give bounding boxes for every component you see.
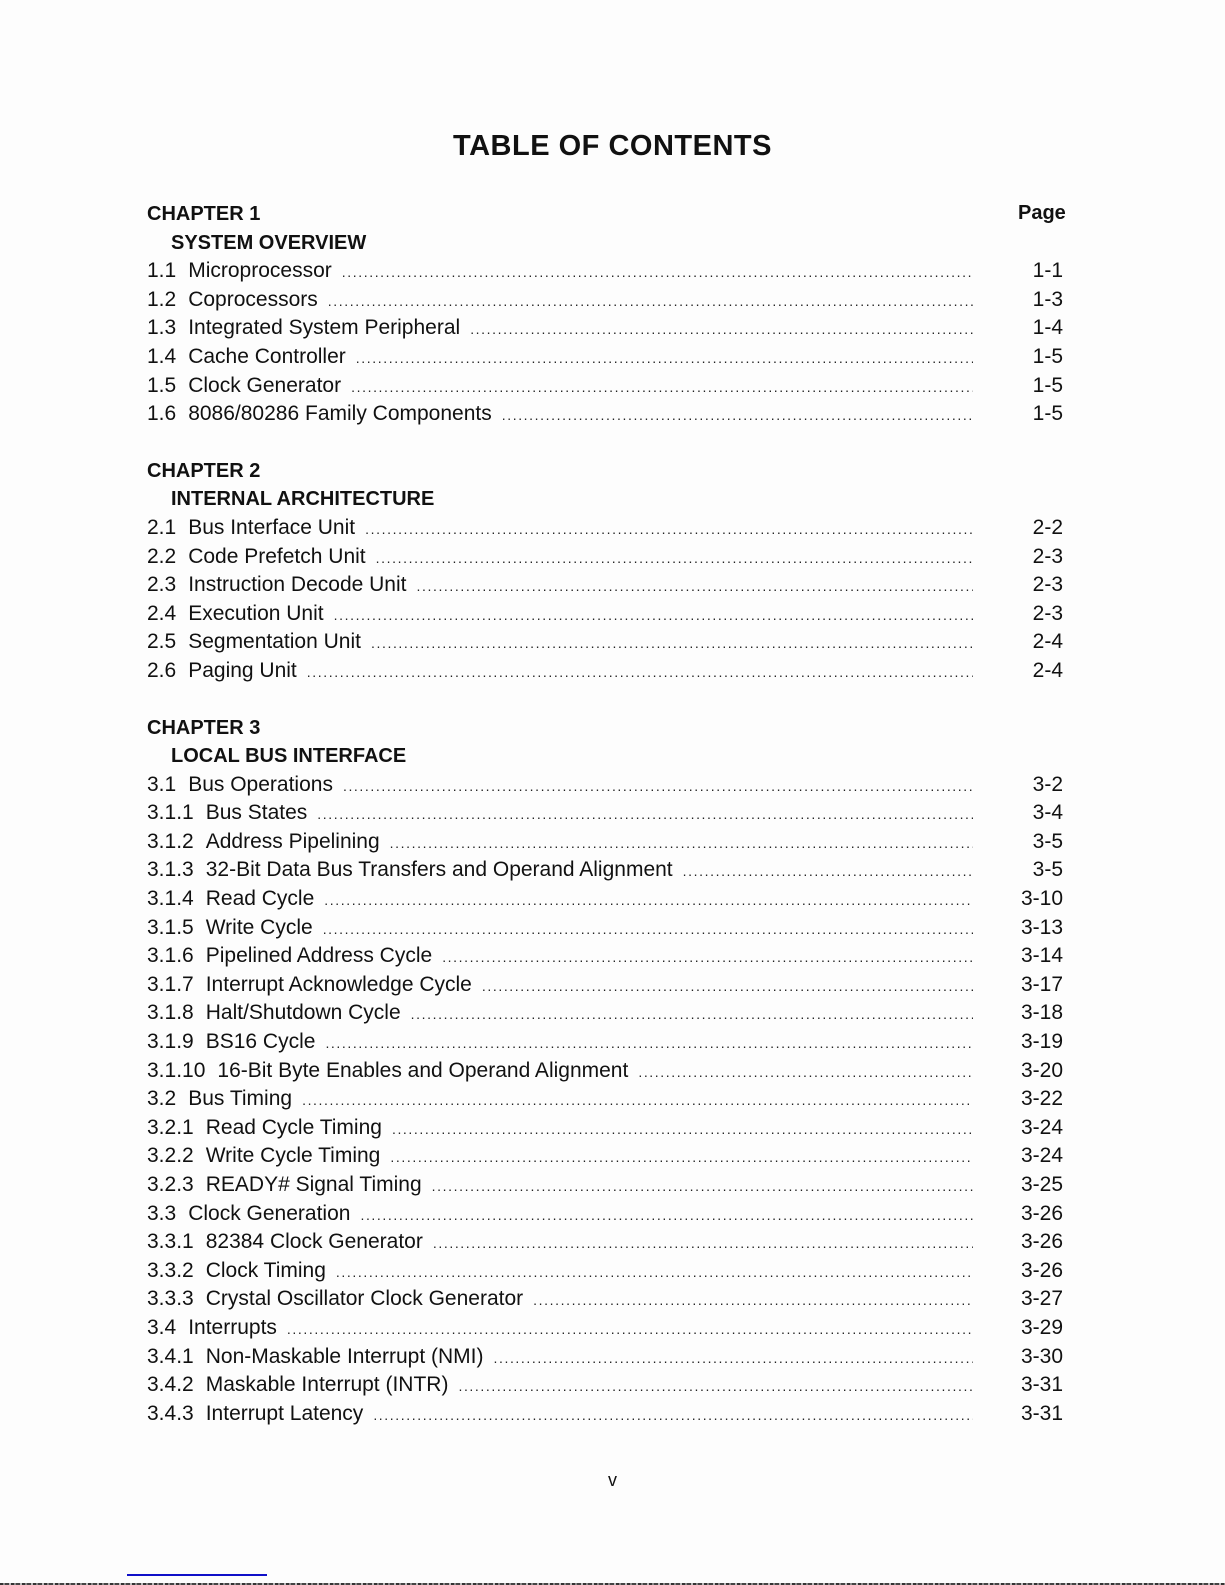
entry-number: 3.1.7 <box>147 972 194 996</box>
entry-title: 16-Bit Byte Enables and Operand Alignment <box>217 1058 629 1082</box>
toc-entry[interactable] <box>147 885 1063 914</box>
dot-leader <box>365 515 973 544</box>
chapter-title: LOCAL BUS INTERFACE <box>171 745 407 768</box>
entry-number: 3.3.3 <box>147 1287 194 1311</box>
entry-title: 82384 Clock Generator <box>205 1230 423 1254</box>
dot-leader <box>493 1344 973 1373</box>
entry-title: Segmentation Unit <box>188 630 361 654</box>
dot-leader <box>470 315 973 344</box>
chapter-label: CHAPTER 2 <box>147 459 261 482</box>
entry-page-number: 3-31 <box>1020 1373 1063 1397</box>
entry-number: 3.4 <box>147 1315 177 1339</box>
dot-leader <box>458 1372 973 1401</box>
entry-title: Bus Interface Unit <box>188 515 356 539</box>
entry-title: 8086/80286 Family Components <box>188 402 492 426</box>
entry-page-number: 2-4 <box>1032 630 1063 654</box>
toc-entry[interactable] <box>147 286 1063 315</box>
dot-leader <box>334 601 973 630</box>
entry-page-number: 3-30 <box>1020 1344 1063 1368</box>
entry-page-number: 1-5 <box>1032 373 1063 397</box>
entry-title: Bus Timing <box>188 1087 293 1111</box>
entry-title: Bus States <box>205 801 308 825</box>
entry-page-number: 1-3 <box>1032 287 1063 311</box>
toc-entry[interactable] <box>147 1085 1063 1114</box>
entry-number: 1.5 <box>147 373 177 397</box>
dot-leader <box>324 886 973 915</box>
toc-entry[interactable] <box>147 914 1063 943</box>
dot-leader <box>433 1229 973 1258</box>
toc-entry[interactable] <box>147 657 1063 686</box>
toc-entry[interactable] <box>147 372 1063 401</box>
entry-page-number: 3-5 <box>1032 829 1063 853</box>
dot-leader <box>442 943 973 972</box>
entry-number: 1.2 <box>147 287 177 311</box>
entry-number: 2.2 <box>147 544 177 568</box>
entry-title: Address Pipelining <box>205 829 380 853</box>
entry-title: Paging Unit <box>188 658 297 682</box>
dot-leader <box>390 1143 973 1172</box>
entry-number: 3.1.9 <box>147 1030 194 1054</box>
scan-artifact-line <box>127 1574 267 1576</box>
toc-entry[interactable] <box>147 343 1063 372</box>
dot-leader <box>287 1315 973 1344</box>
chapter-title: SYSTEM OVERVIEW <box>171 231 367 254</box>
entry-title: Cache Controller <box>188 344 346 368</box>
toc-entry[interactable] <box>147 971 1063 1000</box>
dot-leader <box>317 800 973 829</box>
dot-leader <box>411 1000 973 1029</box>
entry-title: Interrupts <box>188 1315 277 1339</box>
dot-leader <box>307 658 973 687</box>
toc-entry[interactable] <box>147 771 1063 800</box>
toc-entry[interactable] <box>147 828 1063 857</box>
entry-title: Bus Operations <box>188 772 333 796</box>
entry-number: 1.6 <box>147 402 177 426</box>
chapter-label: CHAPTER 1 <box>147 203 261 225</box>
dot-leader <box>482 972 973 1001</box>
toc-entry[interactable] <box>147 571 1063 600</box>
entry-page-number: 3-24 <box>1020 1115 1063 1139</box>
entry-page-number: 1-5 <box>1032 344 1063 368</box>
entry-title: Write Cycle <box>205 915 313 939</box>
entry-page-number: 3-4 <box>1032 801 1063 825</box>
entry-title: READY# Signal Timing <box>205 1173 422 1196</box>
entry-title: Write Cycle Timing <box>205 1144 381 1168</box>
toc-entry[interactable] <box>147 1114 1063 1143</box>
footer-page-number: v <box>608 1470 617 1490</box>
entry-page-number: 2-3 <box>1032 544 1063 568</box>
entry-title: Non-Maskable Interrupt (NMI) <box>205 1344 484 1368</box>
dot-leader <box>638 1058 973 1087</box>
chapter-section <box>147 200 1063 429</box>
entry-number: 3.4.1 <box>147 1344 194 1368</box>
toc-entry[interactable] <box>147 1028 1063 1057</box>
dot-leader <box>325 1029 973 1058</box>
toc-entry[interactable] <box>147 1314 1063 1343</box>
toc-entry[interactable] <box>147 1171 1063 1200</box>
entry-page-number: 3-18 <box>1020 1001 1063 1025</box>
dot-leader <box>302 1086 973 1115</box>
entry-number: 3.4.2 <box>147 1373 194 1397</box>
entry-page-number: 3-2 <box>1032 772 1063 796</box>
dot-leader <box>351 373 973 402</box>
entry-page-number: 3-24 <box>1020 1144 1063 1168</box>
dot-leader <box>416 572 973 601</box>
entry-page-number: 3-25 <box>1020 1173 1063 1196</box>
entry-title: Instruction Decode Unit <box>188 573 407 597</box>
toc-entry[interactable] <box>147 942 1063 971</box>
entry-number: 3.1.3 <box>147 858 194 882</box>
dot-leader <box>432 1172 973 1201</box>
entry-title: Halt/Shutdown Cycle <box>205 1001 401 1025</box>
entry-title: Clock Generation <box>188 1201 351 1225</box>
entry-page-number: 3-20 <box>1020 1058 1063 1082</box>
dot-leader <box>356 344 973 373</box>
entry-page-number: 3-22 <box>1020 1087 1063 1111</box>
entry-page-number: 2-4 <box>1032 658 1063 682</box>
dot-leader <box>683 857 973 886</box>
entry-title: Code Prefetch Unit <box>188 544 366 568</box>
entry-title: Read Cycle <box>205 887 315 911</box>
entry-page-number: 3-26 <box>1020 1201 1063 1225</box>
dot-leader <box>360 1201 973 1230</box>
chapter-title: INTERNAL ARCHITECTURE <box>171 488 435 511</box>
entry-page-number: 2-3 <box>1032 573 1063 597</box>
dot-leader <box>392 1115 973 1144</box>
entry-page-number: 2-2 <box>1032 515 1063 539</box>
entry-page-number: 3-26 <box>1020 1230 1063 1254</box>
entry-number: 2.5 <box>147 630 177 654</box>
entry-number: 3.2.1 <box>147 1115 194 1139</box>
entry-number: 1.1 <box>147 259 177 283</box>
dot-leader <box>342 258 973 287</box>
toc-entry[interactable] <box>147 1343 1063 1372</box>
entry-number: 3.3.2 <box>147 1258 194 1282</box>
entry-title: Integrated System Peripheral <box>188 316 461 340</box>
chapter-section <box>147 714 1063 1429</box>
dot-leader <box>323 915 973 944</box>
entry-title: Clock Generator <box>188 373 342 397</box>
entry-page-number: 3-13 <box>1020 915 1063 939</box>
dot-leader <box>390 829 973 858</box>
table-of-contents <box>147 200 1063 1456</box>
entry-title: BS16 Cycle <box>205 1030 316 1054</box>
toc-entry[interactable] <box>147 514 1063 543</box>
toc-entry[interactable] <box>147 799 1063 828</box>
toc-entry[interactable] <box>147 1257 1063 1286</box>
entry-number: 2.1 <box>147 515 177 539</box>
entry-page-number: 3-14 <box>1020 944 1063 968</box>
page-column-header: Page <box>1018 202 1066 224</box>
entry-number: 3.1.10 <box>147 1058 206 1082</box>
entry-number: 1.4 <box>147 344 177 368</box>
dot-leader <box>343 772 973 801</box>
entry-title: Pipelined Address Cycle <box>205 944 433 968</box>
toc-entry[interactable] <box>147 543 1063 572</box>
entry-number: 3.1.1 <box>147 801 194 825</box>
toc-entry[interactable] <box>147 999 1063 1028</box>
entry-number: 2.3 <box>147 573 177 597</box>
entry-title: Crystal Oscillator Clock Generator <box>205 1287 524 1311</box>
toc-entry[interactable] <box>147 1142 1063 1171</box>
entry-page-number: 1-4 <box>1032 316 1063 340</box>
entry-title: Microprocessor <box>188 259 332 283</box>
entry-title: Clock Timing <box>205 1258 326 1282</box>
entry-number: 3.1.8 <box>147 1001 194 1025</box>
entry-number: 3.2 <box>147 1087 177 1111</box>
toc-entry[interactable] <box>147 600 1063 629</box>
chapter-section <box>147 457 1063 686</box>
dot-leader <box>371 629 973 658</box>
entry-page-number: 1-5 <box>1032 402 1063 426</box>
entry-title: Read Cycle Timing <box>205 1115 382 1139</box>
toc-entry[interactable] <box>147 1228 1063 1257</box>
toc-entry[interactable] <box>147 1400 1063 1429</box>
entry-number: 3.1 <box>147 772 177 796</box>
dot-leader <box>373 1401 973 1430</box>
entry-number: 3.1.6 <box>147 944 194 968</box>
toc-entry[interactable] <box>147 314 1063 343</box>
entry-number: 1.3 <box>147 316 177 340</box>
dot-leader <box>328 287 973 316</box>
entry-title: Execution Unit <box>188 601 324 625</box>
entry-page-number: 3-31 <box>1020 1401 1063 1425</box>
entry-page-number: 3-27 <box>1020 1287 1063 1311</box>
entry-number: 3.3 <box>147 1201 177 1225</box>
entry-title: Coprocessors <box>188 287 318 311</box>
entry-page-number: 3-17 <box>1020 972 1063 996</box>
entry-number: 3.3.1 <box>147 1230 194 1254</box>
entry-number: 3.4.3 <box>147 1401 194 1425</box>
entry-page-number: 3-26 <box>1020 1258 1063 1282</box>
entry-page-number: 3-5 <box>1032 858 1063 882</box>
page-title: TABLE OF CONTENTS <box>453 130 772 162</box>
chapter-label: CHAPTER 3 <box>147 716 261 739</box>
toc-entry[interactable] <box>147 1285 1063 1314</box>
entry-number: 2.4 <box>147 601 177 625</box>
toc-entry[interactable] <box>147 856 1063 885</box>
entry-page-number: 2-3 <box>1032 601 1063 625</box>
entry-page-number: 3-10 <box>1020 887 1063 911</box>
entry-number: 3.1.5 <box>147 915 194 939</box>
entry-number: 2.6 <box>147 658 177 682</box>
entry-page-number: 3-19 <box>1020 1030 1063 1054</box>
entry-number: 3.2.2 <box>147 1144 194 1168</box>
toc-entry[interactable] <box>147 400 1063 429</box>
entry-title: Interrupt Acknowledge Cycle <box>205 972 472 996</box>
toc-entry[interactable] <box>147 1057 1063 1086</box>
toc-entry[interactable] <box>147 628 1063 657</box>
toc-entry[interactable] <box>147 1371 1063 1400</box>
entry-page-number: 3-29 <box>1020 1315 1063 1339</box>
dot-leader <box>502 401 973 430</box>
entry-number: 3.1.2 <box>147 829 194 853</box>
dot-leader <box>336 1258 973 1287</box>
entry-number: 3.1.4 <box>147 887 194 911</box>
dot-leader <box>533 1286 973 1315</box>
entry-title: Interrupt Latency <box>205 1401 364 1425</box>
entry-title: Maskable Interrupt (INTR) <box>205 1373 449 1397</box>
dot-leader <box>376 544 973 573</box>
toc-entry[interactable] <box>147 1200 1063 1229</box>
entry-title: 32-Bit Data Bus Transfers and Operand Alignment <box>205 858 673 882</box>
entry-page-number: 1-1 <box>1032 259 1063 283</box>
toc-entry[interactable] <box>147 257 1063 286</box>
entry-number: 3.2.3 <box>147 1173 194 1196</box>
